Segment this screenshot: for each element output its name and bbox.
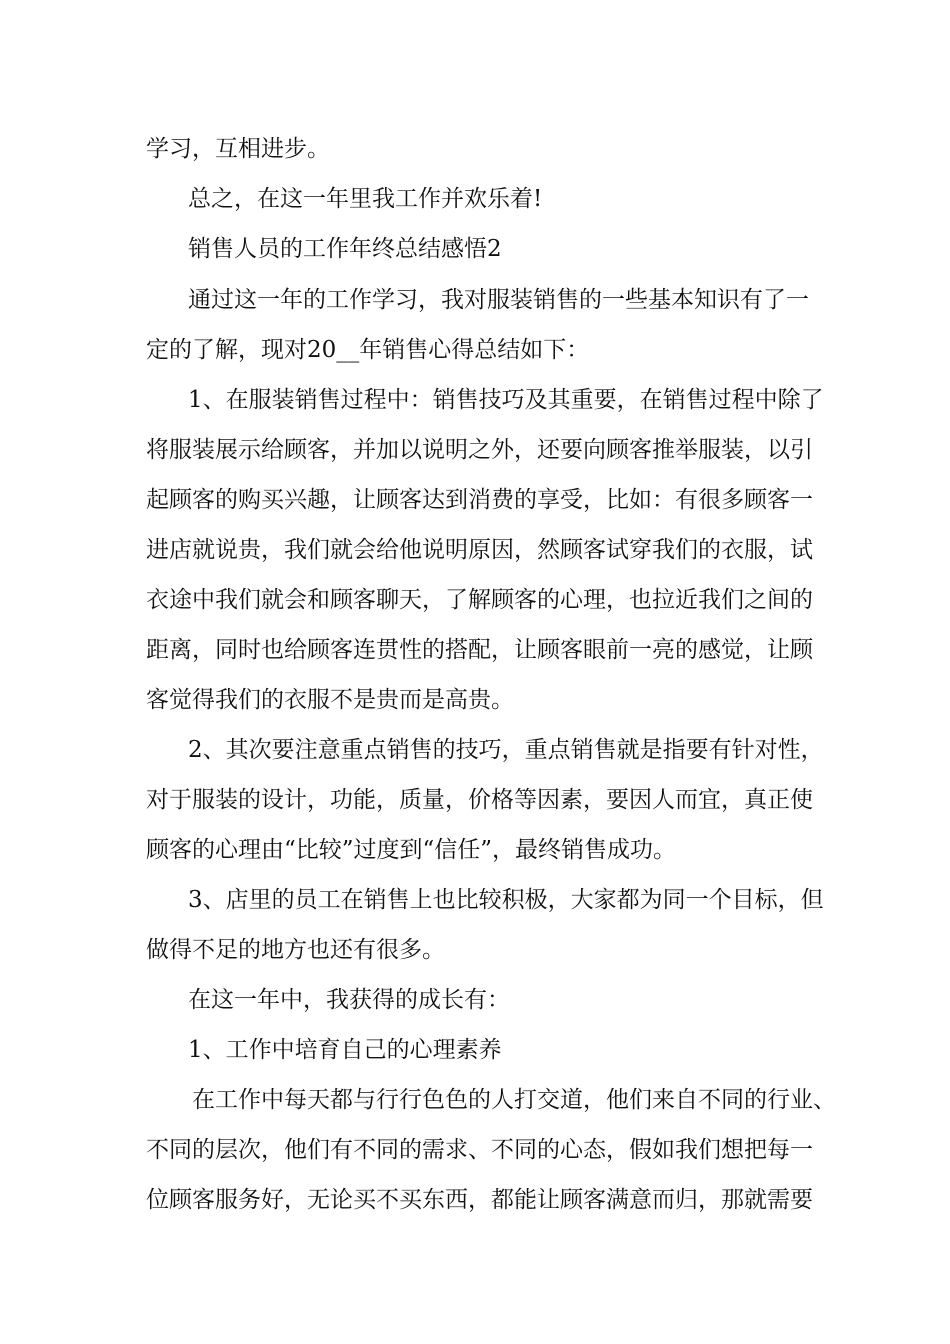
paragraph-line: 在这一年中，我获得的成长有： [188, 987, 510, 1013]
paragraph-line: 通过这一年的工作学习，我对服装销售的一些基本知识有了一 [188, 287, 809, 313]
paragraph-line: 对于服装的设计，功能，质量，价格等因素，要因人而宜，真正使 [146, 787, 813, 813]
section-heading: 销售人员的工作年终总结感悟2 [188, 236, 502, 262]
paragraph-line: 距离，同时也给顾客连贯性的搭配，让顾客眼前一亮的感觉，让顾 [146, 637, 813, 663]
paragraph-line: 学习，互相进步。 [146, 136, 330, 162]
subheading-line: 1、工作中培育自己的心理素养 [188, 1037, 502, 1063]
paragraph-line: 总之，在这一年里我工作并欢乐着! [188, 186, 543, 212]
paragraph-line: 3、店里的员工在销售上也比较积极，大家都为同一个目标，但 [188, 887, 824, 913]
paragraph-line: 客觉得我们的衣服不是贵而是高贵。 [146, 687, 514, 713]
paragraph-line: 将服装展示给顾客，并加以说明之外，还要向顾客推举服装，以引 [146, 437, 813, 463]
paragraph-line: 进店就说贵，我们就会给他说明原因，然顾客试穿我们的衣服，试 [146, 537, 813, 563]
paragraph-line: 衣途中我们就会和顾客聊天，了解顾客的心理，也拉近我们之间的 [146, 587, 813, 613]
paragraph-line: 在工作中每天都与行行色色的人打交道，他们来自不同的行业、 [192, 1087, 836, 1113]
paragraph-line: 顾客的心理由“比较”过度到“信任”，最终销售成功。 [146, 837, 677, 863]
paragraph-line: 起顾客的购买兴趣，让顾客达到消费的享受，比如：有很多顾客一 [146, 487, 813, 513]
paragraph-line: 位顾客服务好，无论买不买东西，都能让顾客满意而归，那就需要 [146, 1187, 813, 1213]
paragraph-line: 定的了解，现对20__年销售心得总结如下： [146, 337, 590, 363]
paragraph-line: 1、在服装销售过程中：销售技巧及其重要，在销售过程中除了 [188, 387, 824, 413]
paragraph-line: 2、其次要注意重点销售的技巧，重点销售就是指要有针对性， [188, 737, 824, 763]
paragraph-line: 不同的层次，他们有不同的需求、不同的心态，假如我们想把每一 [146, 1137, 813, 1163]
paragraph-line: 做得不足的地方也还有很多。 [146, 937, 445, 963]
